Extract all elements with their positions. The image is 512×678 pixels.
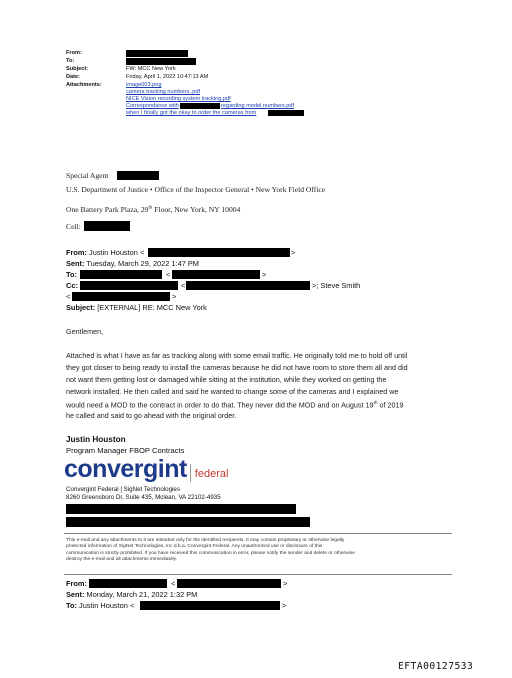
to-label: To: — [66, 58, 75, 64]
attachment-link[interactable]: Correspondance with — [126, 103, 179, 109]
attachment-link[interactable]: image003.png — [126, 82, 162, 88]
bracket: < — [66, 292, 71, 301]
body-line: they got closer to being ready to install the cameras because he did not have room to store them all and did — [66, 363, 408, 372]
document-id: EFTA00127533 — [398, 661, 474, 672]
date-label: Date: — [66, 74, 80, 80]
redaction — [148, 248, 290, 257]
bracket: > — [283, 579, 288, 588]
logo-wordmark: convergint — [64, 455, 187, 483]
from-name: Justin Houston < — [89, 248, 145, 257]
attachments-label: Attachments: — [66, 82, 102, 88]
sent-value: Tuesday, March 29, 2022 1:47 PM — [86, 259, 199, 268]
bracket: > — [291, 248, 296, 257]
body-line: Attached is what I have as far as tracking along with some email traffic. He originally told me to hold off until — [66, 351, 408, 360]
bracket: > — [172, 292, 177, 301]
redaction — [84, 221, 130, 231]
redaction — [80, 281, 178, 290]
attachment-link[interactable]: when I finally got the okay to order the cameras from — [126, 110, 257, 116]
body-line: he called and said to go ahead with the original order. — [66, 411, 237, 420]
signature-title: Program Manager FBOP Contracts — [66, 446, 185, 455]
sent-label: Sent: — [66, 259, 85, 268]
redaction — [117, 171, 159, 180]
disclaimer-line: destroy the e-mail and all attachments immediately. — [66, 556, 178, 562]
logo-suffix: federal — [194, 468, 229, 480]
redaction — [186, 281, 310, 290]
redaction — [89, 579, 167, 588]
redaction — [140, 601, 280, 610]
greeting: Gentlemen, — [66, 327, 104, 336]
bracket: < — [171, 579, 176, 588]
subject-value: FW: MCC New York — [126, 66, 176, 72]
redaction — [66, 517, 310, 527]
redaction — [268, 110, 304, 116]
attachment-link[interactable]: NICE Vision recording system tracking.pdf — [126, 96, 231, 102]
bracket: < — [166, 270, 171, 279]
redaction — [126, 50, 188, 57]
signature-address: 8260 Greensboro Dr, Suite 435, Mclean, VA 22102-4935 — [66, 494, 221, 501]
redaction — [72, 292, 170, 301]
to-label: To: — [66, 601, 77, 610]
subject-label: Subject: — [66, 303, 96, 312]
redaction — [80, 270, 162, 279]
redaction — [66, 504, 296, 514]
attachment-link[interactable]: camera tracking numbers..pdf — [126, 89, 200, 95]
to-name: Justin Houston < — [79, 601, 135, 610]
from-label: From: — [66, 50, 82, 56]
redaction — [177, 579, 281, 588]
sent-value: Monday, March 21, 2022 1:32 PM — [86, 590, 198, 599]
from-label: From: — [66, 579, 87, 588]
signature-name: Justin Houston — [66, 435, 126, 444]
redaction — [172, 270, 260, 279]
cc-label: Cc: — [66, 281, 78, 290]
cell-label: Cell: — [66, 222, 81, 231]
to-label: To: — [66, 270, 77, 279]
subject-value: [EXTERNAL] RE: MCC New York — [97, 303, 207, 312]
agent-org: U.S. Department of Justice • Office of the Inspector General • New York Field Office — [66, 185, 326, 194]
subject-label: Subject: — [66, 66, 89, 72]
disclaimer-box — [64, 533, 452, 575]
bracket: > — [262, 270, 267, 279]
cc-tail: >; Steve Smith — [312, 281, 361, 290]
redaction — [126, 58, 196, 65]
agent-title: Special Agent — [66, 171, 109, 180]
disclaimer-line: protected information of SigNet Technologies, Inc d.b.a. Convergint Federal. Any unauthorized use or disclosure of this — [66, 544, 323, 550]
date-value: Friday, April 1, 2022 10:47:13 AM — [126, 74, 209, 80]
disclaimer-line: This e-mail and any attachments to it are intended only for the identified recipients. It may contain proprietary or otherwise legally — [66, 538, 345, 543]
sent-label: Sent: — [66, 590, 85, 599]
bracket: > — [282, 601, 287, 610]
convergint-logo — [64, 455, 228, 484]
body-line: network installed. He then called and said he wanted to change some of the cameras and I explained we — [66, 387, 399, 396]
signature-company: Convergint Federal | SigNet Technologies — [66, 486, 180, 493]
disclaimer-line: communication is strictly prohibited. If you have received this communication in error, please notify the sender and delete or otherwise — [66, 550, 355, 556]
bracket: < — [181, 281, 186, 290]
agent-address: One Battery Park Plaza, 29th Floor, New York, NY 10004 — [66, 205, 241, 214]
attachment-link[interactable]: regarding model numbers.pdf — [221, 103, 295, 109]
body-line: would need a MOD to the contract in order to do that. They never did the MOD and on August 19th of 2019 — [66, 400, 404, 410]
redaction — [180, 103, 220, 109]
from-label: From: — [66, 248, 87, 257]
body-line: not want them getting lost or damaged while sitting at the institution, while they worked on getting the — [66, 375, 387, 384]
